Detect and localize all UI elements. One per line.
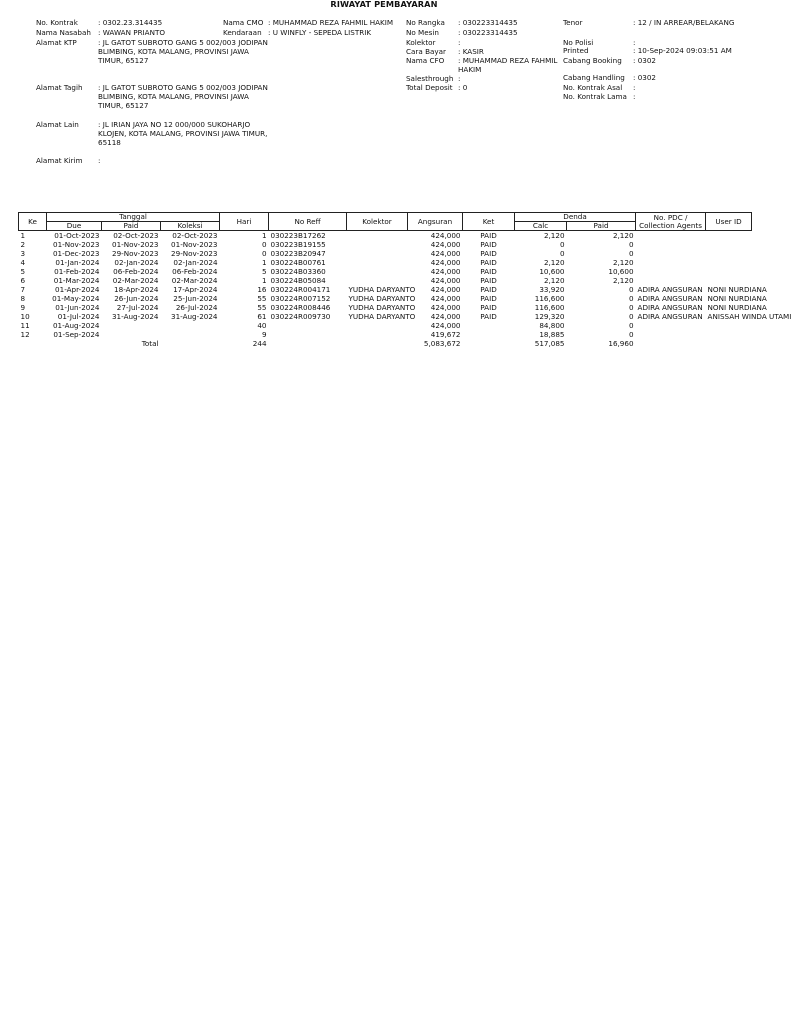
cell-paid: 01-Nov-2023 [112,240,159,249]
nama-nasabah-label: Nama Nasabah [36,28,91,37]
cell-due: 01-Sep-2024 [53,330,100,339]
cell-kolektor [347,240,408,249]
header-ke: Ke [19,213,47,231]
cell-ke: 10 [20,312,30,321]
nama-nasabah-value: : WAWAN PRIANTO [98,28,166,37]
header-tanggal: Tanggal [47,213,220,222]
total-label: Total [141,339,159,348]
cell-dpaid: 0 [628,321,634,330]
cell-ke: 6 [20,276,26,285]
cell-hari: 0 [261,249,267,258]
printed-label: Printed [563,46,589,55]
cell-paid: 18-Apr-2024 [114,285,159,294]
no-mesin-value: : 030223314435 [458,28,518,37]
header-calc: Calc [515,222,567,231]
cell-kolektor: YUDHA DARYANTO [348,312,416,321]
cell-dpaid: 0 [628,303,634,312]
cell-hari: 16 [257,285,267,294]
total-calc: 517,085 [534,339,565,348]
cell-ket [463,321,515,330]
table-row [19,258,752,267]
cell-due: 01-Jul-2024 [57,312,100,321]
cell-ket: PAID [480,231,497,240]
total-angsuran: 5,083,672 [423,339,461,348]
cabang-handling-label: Cabang Handling [563,73,625,82]
cell-user [706,249,752,258]
cell-dpaid: 0 [628,249,634,258]
cell-koleksi: 02-Jan-2024 [173,258,218,267]
total-deposit-label: Total Deposit [406,83,453,92]
cell-no-reff [269,330,347,339]
cell-ke: 11 [20,321,30,330]
cell-no-reff: 030224R009730 [270,312,331,321]
cell-ke: 4 [20,258,26,267]
cell-koleksi: 31-Aug-2024 [171,312,218,321]
cell-due: 01-Mar-2024 [53,276,100,285]
cell-koleksi: 02-Oct-2023 [172,231,218,240]
total-deposit-value: : 0 [458,83,468,92]
cell-due: 01-Nov-2023 [53,240,100,249]
cell-due: 01-Apr-2024 [55,285,100,294]
cell-pdc: ADIRA ANGSURAN [637,294,703,303]
no-kontrak-label: No. Kontrak [36,18,78,27]
cell-pdc [636,258,706,267]
cell-due: 01-Feb-2024 [54,267,100,276]
cell-ket: PAID [480,258,497,267]
cell-koleksi: 06-Feb-2024 [172,267,218,276]
cell-due: 01-May-2024 [52,294,100,303]
cell-kolektor [347,267,408,276]
cell-angsuran: 424,000 [430,303,461,312]
cell-calc: 33,920 [539,285,565,294]
header-denda: Denda [515,213,636,222]
nama-cfo-value: : MUHAMMAD REZA FAHMIL HAKIM [458,56,558,74]
no-kontrak-lama-value: : [633,92,636,101]
cell-calc: 129,320 [534,312,565,321]
cell-ket: PAID [480,267,497,276]
cell-paid: 02-Mar-2024 [112,276,159,285]
header-no-pdc: No. PDC / Collection Agents [636,213,706,231]
cell-dpaid: 0 [628,240,634,249]
cell-ke: 8 [20,294,26,303]
cell-angsuran: 424,000 [430,249,461,258]
cell-paid: 02-Jan-2024 [114,258,159,267]
cell-hari: 9 [261,330,267,339]
cell-koleksi [161,330,220,339]
header-paid: Paid [102,222,161,231]
cell-kolektor [347,231,408,241]
no-polisi-label: No Polisi [563,38,594,47]
cell-user [706,258,752,267]
total-row [19,339,752,348]
cell-calc: 2,120 [543,258,565,267]
cell-hari: 1 [261,231,267,240]
cell-user [706,321,752,330]
cell-calc: 116,600 [534,303,565,312]
cell-kolektor [347,276,408,285]
no-rangka-label: No Rangka [406,18,445,27]
cell-koleksi: 26-Jul-2024 [175,303,218,312]
cell-kolektor [347,330,408,339]
payment-history-table [18,212,791,348]
cara-bayar-label: Cara Bayar [406,47,447,56]
cell-dpaid: 10,600 [608,267,634,276]
table-row [19,240,752,249]
nama-cfo-label: Nama CFO [406,56,445,65]
cell-ket: PAID [480,240,497,249]
cell-pdc [636,267,706,276]
cell-dpaid: 0 [628,285,634,294]
cell-dpaid: 2,120 [612,231,634,240]
cell-ke: 2 [20,240,26,249]
cell-ket: PAID [480,294,497,303]
header-koleksi: Koleksi [161,222,220,231]
cell-calc: 2,120 [543,276,565,285]
cell-hari: 1 [261,276,267,285]
header-ket: Ket [463,213,515,231]
cell-hari: 5 [261,267,267,276]
cell-ket: PAID [480,249,497,258]
cell-no-reff: 030224R007152 [270,294,331,303]
cell-pdc [636,276,706,285]
cell-user [706,240,752,249]
cell-calc: 18,885 [539,330,565,339]
cell-no-reff: 030224R008446 [270,303,331,312]
table-row [19,321,752,330]
cell-pdc [636,249,706,258]
alamat-tagih-label: Alamat Tagih [36,83,83,92]
cell-paid: 02-Oct-2023 [113,231,159,240]
cell-due: 01-Jan-2024 [55,258,100,267]
cell-ke: 3 [20,249,26,258]
cell-ke: 7 [20,285,26,294]
cell-no-reff: 030223B19155 [270,240,326,249]
tenor-value: : 12 / IN ARREAR/BELAKANG [633,18,735,27]
cell-paid: 27-Jul-2024 [116,303,159,312]
cara-bayar-value: : KASIR [458,47,484,56]
table-row [19,303,752,312]
salesthrough-value: : [458,74,461,83]
cell-koleksi: 01-Nov-2023 [171,240,218,249]
cell-hari: 1 [261,258,267,267]
cell-calc: 0 [559,240,565,249]
cell-pdc: ADIRA ANGSURAN [637,285,703,294]
cell-hari: 61 [257,312,267,321]
table-row [19,276,752,285]
alamat-ktp-value: : JL GATOT SUBROTO GANG 5 002/003 JODIPAN BLIMBING, KOTA MALANG, PROVINSI JAWA TIMUR, 65127 [98,38,268,65]
cell-due: 01-Dec-2023 [52,249,100,258]
cell-pdc [636,231,706,241]
cell-no-reff: 030224B03360 [270,267,326,276]
cell-user: ANISSAH WINDA UTAMI [707,312,791,321]
cell-dpaid: 2,120 [612,276,634,285]
cell-angsuran: 419,672 [430,330,461,339]
header-due: Due [47,222,102,231]
table-body [19,231,791,340]
header-denda-paid: Paid [567,222,636,231]
no-kontrak-lama-label: No. Kontrak Lama [563,92,627,101]
cell-paid: 31-Aug-2024 [111,312,159,321]
header-kolektor: Kolektor [347,213,408,231]
cell-hari: 0 [261,240,267,249]
cell-dpaid: 2,120 [612,258,634,267]
cell-user: NONI NURDIANA [707,285,767,294]
alamat-lain-label: Alamat Lain [36,120,79,129]
cell-angsuran: 424,000 [430,258,461,267]
cell-dpaid: 0 [628,294,634,303]
cell-due: 01-Aug-2024 [52,321,100,330]
cell-pdc [636,240,706,249]
page-title: RIWAYAT PEMBAYARAN [330,0,438,9]
cell-paid: 06-Feb-2024 [113,267,159,276]
cell-koleksi: 25-Jun-2024 [173,294,218,303]
cell-angsuran: 424,000 [430,321,461,330]
cell-angsuran: 424,000 [430,267,461,276]
alamat-kirim-value: : [98,156,101,165]
kolektor-value: : [458,38,461,47]
cell-user: NONI NURDIANA [707,294,767,303]
cell-dpaid: 0 [628,330,634,339]
cell-no-reff [269,321,347,330]
cell-ke: 12 [20,330,30,339]
cell-user [706,267,752,276]
cell-hari: 55 [257,303,267,312]
alamat-tagih-value: : JL GATOT SUBROTO GANG 5 002/003 JODIPAN BLIMBING, KOTA MALANG, PROVINSI JAWA TIMUR, 65127 [98,83,268,110]
total-hari: 244 [252,339,267,348]
cell-calc: 0 [559,249,565,258]
table-row [19,231,752,241]
cell-kolektor: YUDHA DARYANTO [348,285,416,294]
kendaraan-value: : U WINFLY - SEPEDA LISTRIK [268,28,372,37]
cell-ket [463,330,515,339]
cell-angsuran: 424,000 [430,294,461,303]
cell-due: 01-Oct-2023 [54,231,100,240]
cell-paid [102,321,161,330]
kolektor-label: Kolektor [406,38,436,47]
cell-no-reff: 030224R004171 [270,285,331,294]
cell-dpaid: 0 [628,312,634,321]
no-kontrak-asal-value: : [633,83,636,92]
cell-calc: 2,120 [543,231,565,240]
alamat-ktp-label: Alamat KTP [36,38,77,47]
nama-cmo-value: : MUHAMMAD REZA FAHMIL HAKIM [268,18,394,27]
header-user-id: User ID [706,213,752,231]
cell-hari: 40 [257,321,267,330]
cell-ket: PAID [480,285,497,294]
cell-koleksi [161,321,220,330]
cell-ke: 5 [20,267,26,276]
cell-user: NONI NURDIANA [707,303,767,312]
cell-user [706,276,752,285]
cell-kolektor: YUDHA DARYANTO [348,294,416,303]
header-angsuran: Angsuran [408,213,463,231]
cell-angsuran: 424,000 [430,312,461,321]
cell-angsuran: 424,000 [430,231,461,240]
cell-ket: PAID [480,303,497,312]
cell-koleksi: 29-Nov-2023 [171,249,218,258]
header-no-reff: No Reff [269,213,347,231]
cell-koleksi: 02-Mar-2024 [171,276,218,285]
cell-calc: 116,600 [534,294,565,303]
cell-paid: 26-Jun-2024 [114,294,159,303]
cell-ket: PAID [480,312,497,321]
cell-paid: 29-Nov-2023 [112,249,159,258]
cabang-booking-label: Cabang Booking [563,56,622,65]
table-row [19,330,752,339]
printed-value: : 10-Sep-2024 09:03:51 AM [633,46,732,55]
header-hari: Hari [220,213,269,231]
cell-kolektor [347,258,408,267]
cell-due: 01-Jun-2024 [55,303,100,312]
table-row [19,312,752,321]
salesthrough-label: Salesthrough [406,74,454,83]
table-row [19,267,752,276]
cell-no-reff: 030224B05084 [270,276,326,285]
kendaraan-label: Kendaraan [223,28,262,37]
nama-cmo-label: Nama CMO [223,18,264,27]
cell-pdc: ADIRA ANGSURAN [637,312,703,321]
cell-hari: 55 [257,294,267,303]
cell-ket: PAID [480,276,497,285]
no-mesin-label: No Mesin [406,28,439,37]
cell-kolektor [347,321,408,330]
no-kontrak-value: : 0302.23.314435 [98,18,163,27]
cell-pdc [636,330,706,339]
cell-paid [102,330,161,339]
cell-pdc [636,321,706,330]
alamat-lain-value: : JL IRIAN JAYA NO 12 000/000 SUKOHARJO KLOJEN, KOTA MALANG, PROVINSI JAWA TIMUR, 65118 [98,120,268,147]
cell-user [706,231,752,241]
cell-kolektor [347,249,408,258]
table-row [19,249,752,258]
cell-angsuran: 424,000 [430,285,461,294]
cabang-booking-value: : 0302 [633,56,656,65]
total-denda-paid: 16,960 [608,339,634,348]
cell-pdc: ADIRA ANGSURAN [637,303,703,312]
cell-ke: 9 [20,303,26,312]
tenor-label: Tenor [563,18,583,27]
cell-calc: 84,800 [539,321,565,330]
cell-no-reff: 030223B20947 [270,249,326,258]
no-rangka-value: : 030223314435 [458,18,518,27]
cell-angsuran: 424,000 [430,276,461,285]
table-row [19,294,752,303]
cell-angsuran: 424,000 [430,240,461,249]
cell-no-reff: 030224B00761 [270,258,326,267]
cell-koleksi: 17-Apr-2024 [173,285,218,294]
cell-calc: 10,600 [539,267,565,276]
cell-kolektor: YUDHA DARYANTO [348,303,416,312]
cell-no-reff: 030223B17262 [270,231,326,240]
cell-ke: 1 [20,231,26,240]
no-polisi-value: : [633,38,636,47]
cell-user [706,330,752,339]
cabang-handling-value: : 0302 [633,73,656,82]
alamat-kirim-label: Alamat Kirim [36,156,83,165]
no-kontrak-asal-label: No. Kontrak Asal [563,83,623,92]
table-row [19,285,752,294]
